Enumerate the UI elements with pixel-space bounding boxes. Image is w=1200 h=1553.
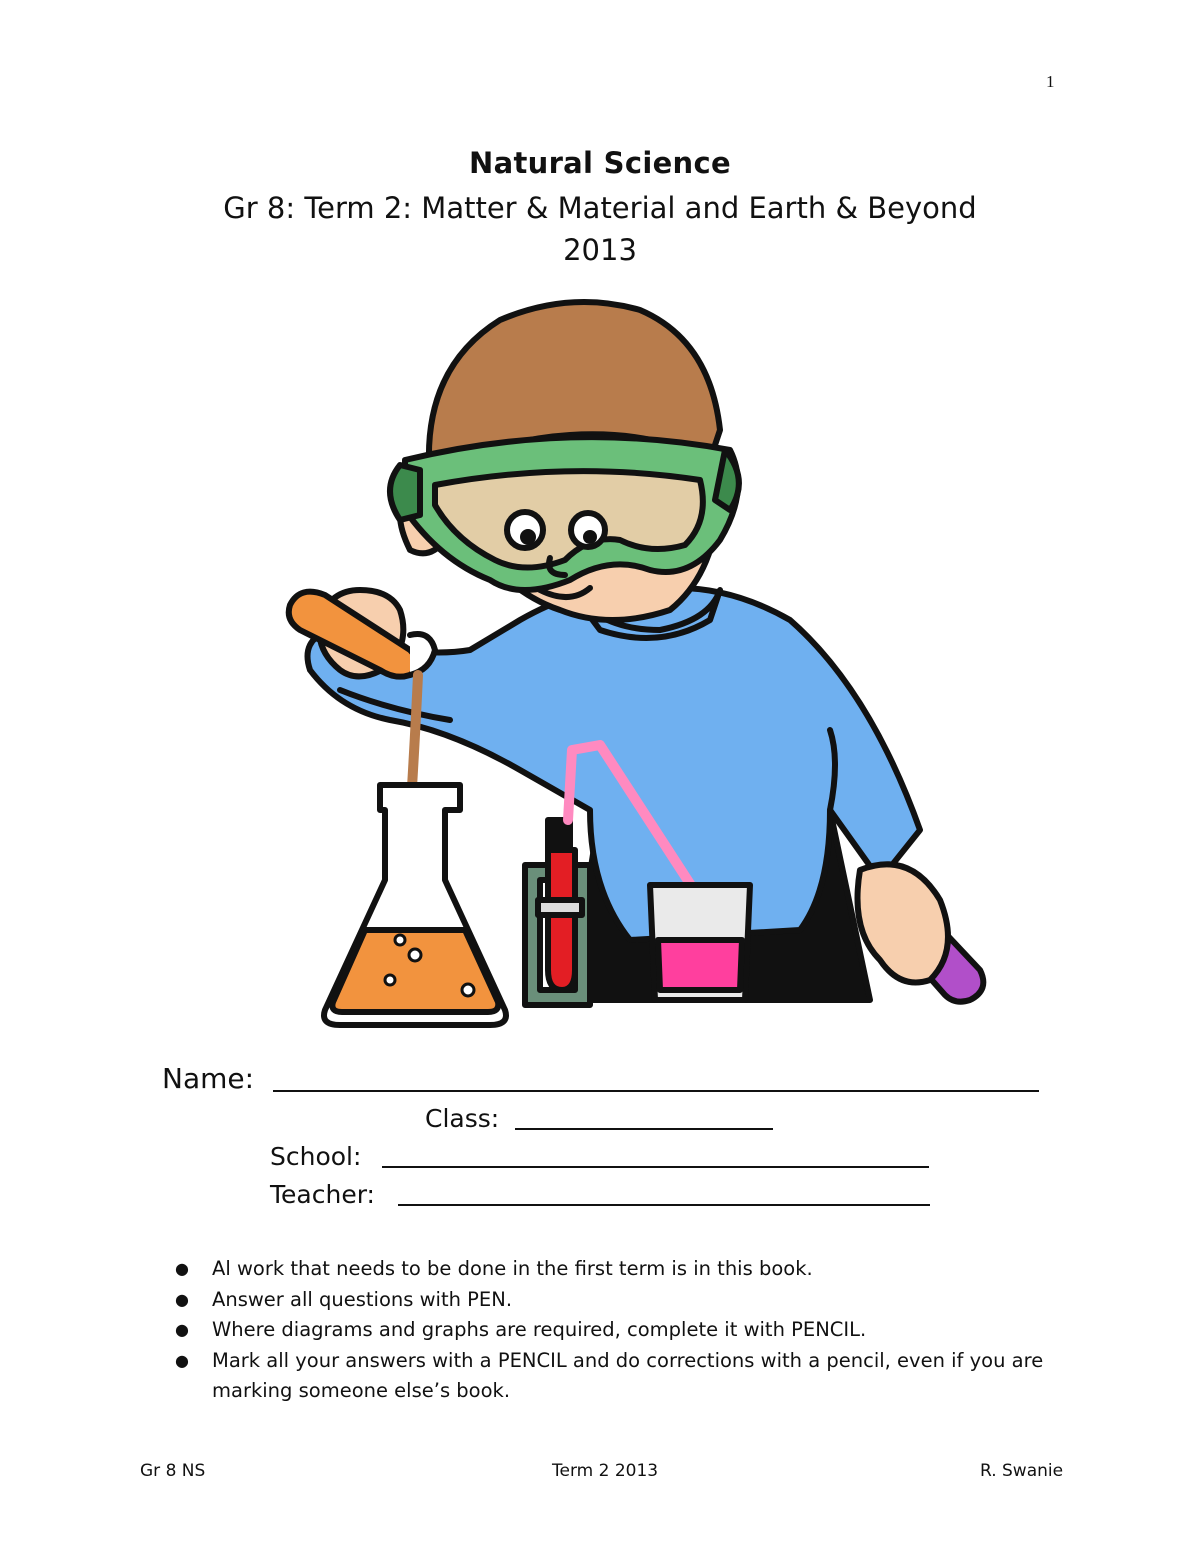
instruction-item: ● Where diagrams and graphs are required, complete it with PENCIL. <box>172 1315 1052 1346</box>
school-label: School: <box>270 1142 362 1171</box>
bullet-icon: ● <box>175 1320 189 1339</box>
beaker-liquid <box>658 940 742 990</box>
scientist-with-flasks-illustration <box>270 290 1000 1030</box>
teacher-field[interactable] <box>398 1204 930 1206</box>
instruction-item: ● Mark all your answers with a PENCIL and do corrections with a pencil, even if you are marking someone else’s book. <box>172 1346 1052 1407</box>
document-title: Natural Science <box>469 146 731 180</box>
document-year: 2013 <box>563 233 637 267</box>
instructions-list <box>172 1254 1052 1407</box>
bullet-icon: ● <box>175 1289 189 1309</box>
name-field[interactable] <box>273 1090 1039 1092</box>
instruction-item: ● Answer all questions with PEN. <box>172 1285 1052 1316</box>
document-subtitle: Gr 8: Term 2: Matter & Material and Earth & Beyond <box>223 191 977 225</box>
red-test-tube <box>548 850 575 990</box>
footer-center: Term 2 2013 <box>552 1461 659 1481</box>
instruction-item: ● Al work that needs to be done in the first term is in this book. <box>172 1254 1052 1285</box>
name-label: Name: <box>162 1062 255 1095</box>
teacher-label: Teacher: <box>270 1180 375 1209</box>
footer-right: R. Swanie <box>980 1461 1064 1481</box>
bullet-icon: ● <box>175 1350 189 1370</box>
class-field[interactable] <box>515 1128 773 1130</box>
bullet-icon: ● <box>175 1259 189 1278</box>
school-field[interactable] <box>382 1166 929 1168</box>
class-label: Class: <box>425 1104 500 1133</box>
footer-left: Gr 8 NS <box>140 1461 206 1481</box>
flask-liquid <box>332 930 498 1012</box>
page-number: 1 <box>1046 72 1055 91</box>
